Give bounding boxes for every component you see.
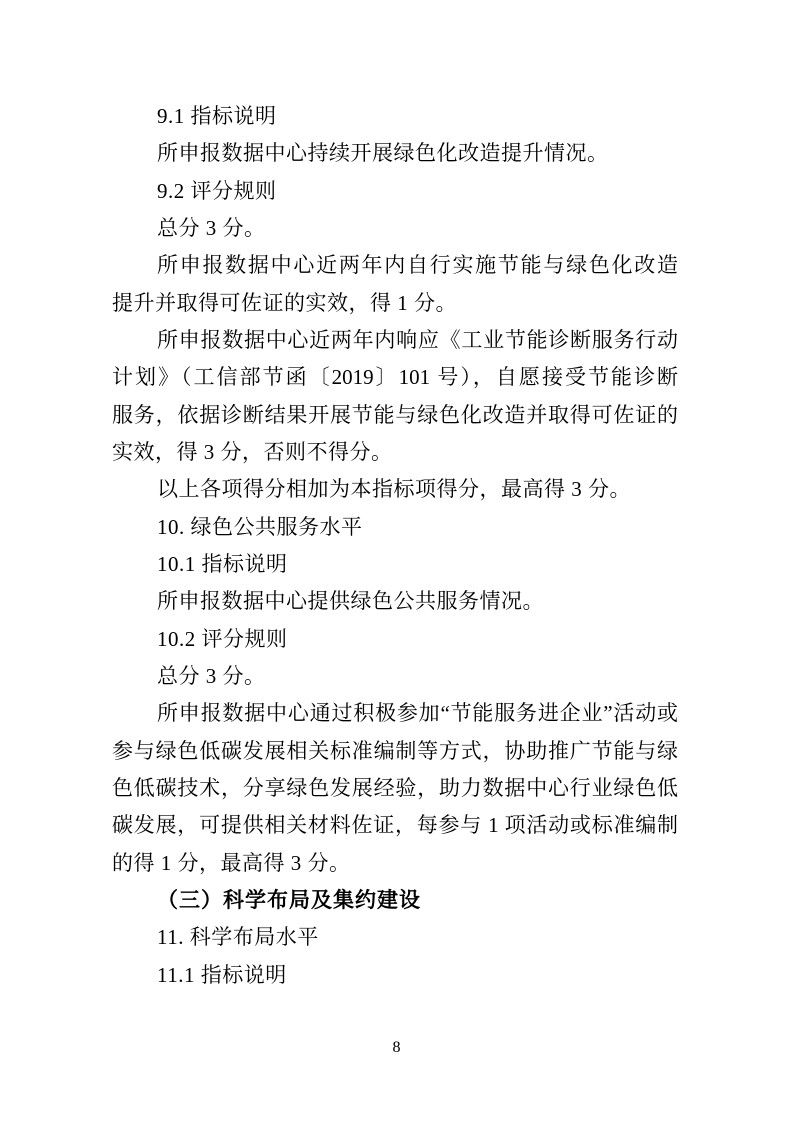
paragraph-line: 计划》（工信部节函〔2019〕101 号），自愿接受节能诊断: [112, 365, 678, 390]
paragraph-line: 实效，得 3 分，否则不得分。: [112, 439, 393, 464]
page-number: 8: [392, 1039, 401, 1056]
subsection-heading-11-1: 11.1 指标说明: [157, 962, 287, 987]
paragraph-line: 色低碳技术，分享绿色发展经验，助力数据中心行业绿色低: [112, 775, 678, 800]
paragraph-line: 所申报数据中心近两年内响应《工业节能诊断服务行动: [157, 327, 678, 352]
paragraph-line: 所申报数据中心持续开展绿色化改造提升情况。: [157, 141, 609, 166]
paragraph-line: 所申报数据中心通过积极参加“节能服务进企业”活动或: [157, 701, 678, 726]
paragraph-line: 的得 1 分，最高得 3 分。: [112, 850, 351, 875]
paragraph-line: 所申报数据中心近两年内自行实施节能与绿色化改造: [157, 253, 678, 278]
subsection-heading-10-1: 10.1 指标说明: [157, 551, 288, 576]
paragraph-line: 所申报数据中心提供绿色公共服务情况。: [157, 589, 544, 614]
paragraph-line: 以上各项得分相加为本指标项得分，最高得 3 分。: [157, 477, 631, 502]
paragraph-line: 提升并取得可佐证的实效，得 1 分。: [112, 290, 457, 315]
subsection-heading-9-2: 9.2 评分规则: [157, 178, 277, 203]
item-heading-11: 11. 科学布局水平: [157, 925, 319, 950]
subsection-heading-10-2: 10.2 评分规则: [157, 626, 288, 651]
paragraph-line: 碳发展，可提供相关材料佐证，每参与 1 项活动或标准编制: [112, 813, 678, 838]
document-body: [112, 98, 678, 994]
section-heading-3: （三）科学布局及集约建设: [157, 887, 421, 912]
paragraph-line: 总分 3 分。: [157, 663, 266, 688]
item-heading-10: 10. 绿色公共服务水平: [157, 514, 363, 539]
paragraph-line: 总分 3 分。: [157, 215, 266, 240]
paragraph-line: 参与绿色低碳发展相关标准编制等方式，协助推广节能与绿: [112, 738, 678, 763]
paragraph-line: 服务，依据诊断结果开展节能与绿色化改造并取得可佐证的: [112, 402, 678, 427]
subsection-heading-9-1: 9.1 指标说明: [157, 104, 277, 128]
